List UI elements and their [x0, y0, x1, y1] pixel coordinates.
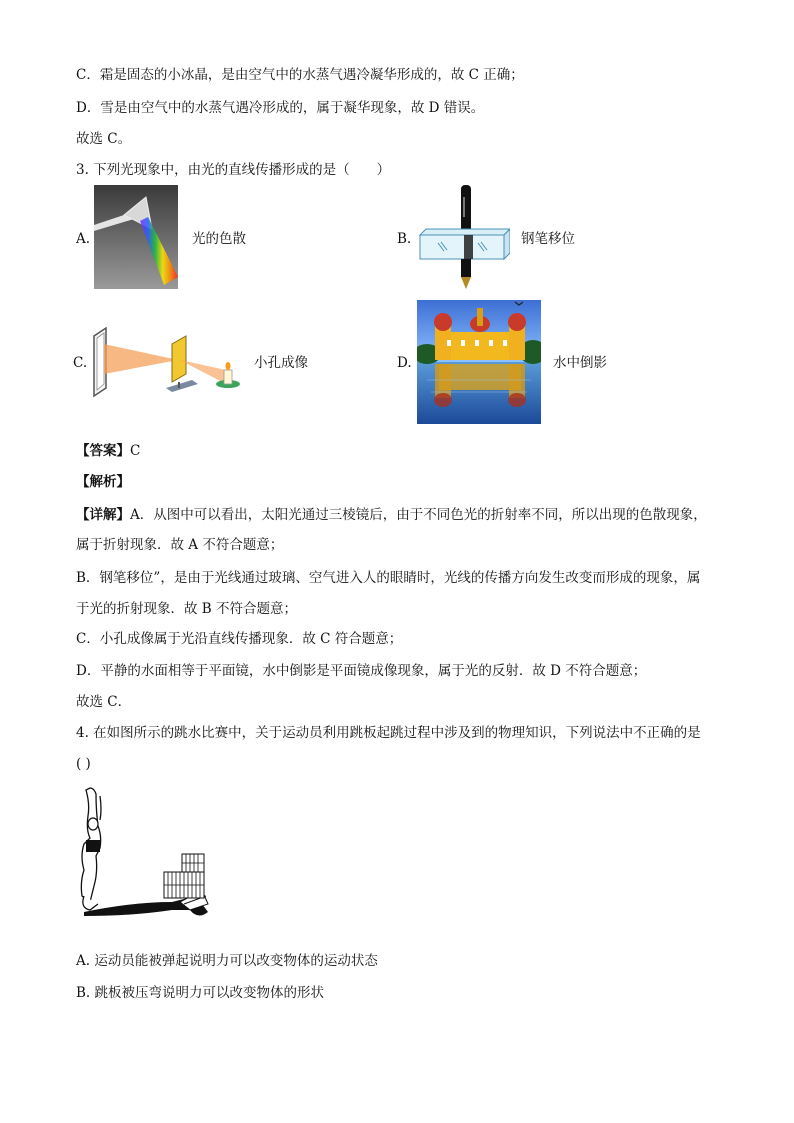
q3-analysis-line	[76, 473, 130, 491]
q4-option-b: B. 跳板被压弯说明力可以改变物体的形状	[76, 985, 325, 1001]
pen-in-glass-figure	[418, 185, 510, 289]
q3-option-c-letter: C.	[73, 355, 88, 371]
answer-value: C	[130, 443, 141, 459]
pinhole-camera-figure	[90, 322, 240, 398]
q3-option-d-letter: D.	[397, 355, 412, 371]
q4-option-a: A. 运动员能被弹起说明力可以改变物体的运动状态	[76, 953, 378, 969]
q3-detail-line-6: D．平静的水面相等于平面镜，水中倒影是平面镜成像现象，属于光的反射．故 D 不符合题意；	[76, 663, 647, 679]
q3-option-b-letter: B.	[397, 231, 412, 247]
q3-option-a-letter: A.	[76, 231, 91, 247]
q3-stem: 3. 下列光现象中，由光的直线传播形成的是（ ）	[76, 162, 391, 178]
q3-option-d-caption: 水中倒影	[553, 355, 607, 371]
detail-text-1: A．从图中可以看出，太阳光通过三棱镜后，由于不同色光的折射率不同，所以出现的色散现象，	[130, 507, 707, 523]
prev-option-c-line: C．霜是固态的小冰晶，是由空气中的水蒸气遇冷凝华形成的，故 C 正确；	[76, 67, 524, 83]
q3-detail-line-3: B．钢笔移位”，是由于光线通过玻璃、空气进入人的眼睛时，光线的传播方向发生改变而形成的现象，属	[76, 570, 701, 586]
castle-reflection-figure	[417, 300, 541, 424]
q3-answer-line	[76, 442, 140, 460]
q4-paren: ( )	[76, 756, 91, 772]
diving-board-figure	[72, 786, 212, 920]
prism-dispersion-figure	[94, 185, 178, 289]
q3-detail-line-4: 于光的折射现象．故 B 不符合题意；	[76, 601, 298, 617]
q3-option-c-caption: 小孔成像	[254, 355, 308, 371]
detail-label: 【详解】	[76, 507, 130, 523]
q3-option-a-caption: 光的色散	[192, 231, 246, 247]
q3-detail-line-2: 属于折射现象．故 A 不符合题意；	[76, 537, 284, 553]
q3-option-b-caption: 钢笔移位	[521, 231, 575, 247]
q3-detail-line-1	[76, 506, 707, 524]
q4-stem: 4. 在如图所示的跳水比赛中，关于运动员利用跳板起跳过程中涉及到的物理知识，下列说法中不正确的是	[76, 725, 701, 741]
answer-label: 【答案】	[76, 443, 130, 459]
q3-detail-line-5: C．小孔成像属于光沿直线传播现象．故 C 符合题意；	[76, 631, 403, 647]
analysis-label: 【解析】	[76, 474, 130, 490]
q3-detail-line-7: 故选 C．	[76, 694, 132, 710]
prev-option-d-line: D．雪是由空气中的水蒸气遇冷形成的，属于凝华现象，故 D 错误。	[76, 100, 485, 116]
prev-choose-line: 故选 C。	[76, 131, 132, 147]
